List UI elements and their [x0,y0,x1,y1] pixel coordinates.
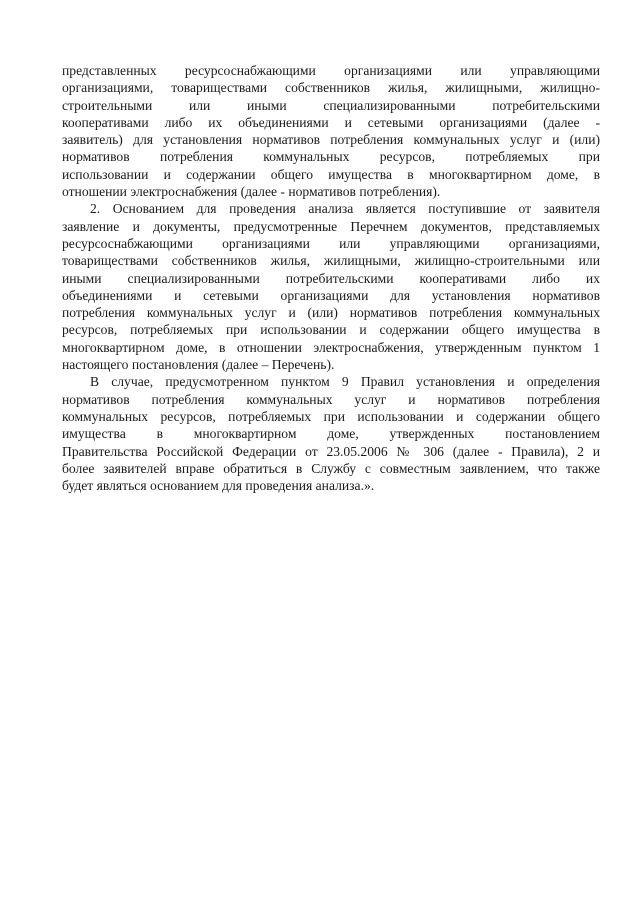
text-line: многоквартирном доме, в отношении электроснабжения, утвержденным пунктом 1 [62,339,600,355]
text-line: иными специализированными потребительскими кооперативами либо их [62,270,600,286]
text-line: будет являться основанием для проведения анализа.». [62,478,375,494]
text-line: строительными или иными специализированными потребительскими [62,97,600,113]
text-line: заявление и документы, предусмотренные Перечнем документов, представляемых [62,218,600,234]
text-line: ресурсов, потребляемых при использовании и содержании общего имущества в [62,322,600,338]
text-line: товариществами собственников жилья, жилищными, жилищно-строительными или [62,253,600,269]
text-line: объединениями и сетевыми организациями для установления нормативов [62,287,600,303]
text-line: настоящего постановления (далее – Перечень). [62,357,335,373]
paragraph-joint-application [62,373,600,494]
text-line: представленных ресурсоснабжающими организациями или управляющими [62,63,600,78]
paragraph-item-2 [62,200,600,373]
text-line: нормативов потребления коммунальных ресурсов, потребляемых при [62,149,600,165]
text-line: В случае, предусмотренном пунктом 9 Правил установления и определения [90,374,600,390]
text-line: заявитель) для установления нормативов потребления коммунальных услуг и (или) [62,132,600,148]
text-line: организациями, товариществами собственников жилья, жилищными, жилищно- [62,80,600,96]
text-line: ресурсоснабжающими организациями или управляющими организациями, [62,235,600,251]
text-line: коммунальных ресурсов, потребляемых при использовании и содержании общего [62,408,600,424]
text-line: нормативов потребления коммунальных услуг и нормативов потребления [62,391,600,407]
text-line: отношении электроснабжения (далее - нормативов потребления). [62,184,441,200]
text-line: 2. Основанием для проведения анализа является поступившие от заявителя [90,201,600,217]
text-line: использовании и содержании общего имущества в многоквартирном доме, в [62,166,600,182]
text-line: имущества в многоквартирном доме, утвержденных постановлением [62,426,600,442]
document-body [62,62,600,494]
text-line: потребления коммунальных услуг и (или) нормативов потребления коммунальных [62,305,600,321]
paragraph-continuation [62,62,600,200]
text-line: Правительства Российской Федерации от 23.05.2006 № 306 (далее - Правила), 2 и [62,443,600,459]
text-line: более заявителей вправе обратиться в Службу с совместным заявлением, что также [62,460,600,476]
text-line: кооперативами либо их объединениями и сетевыми организациями (далее - [62,114,600,130]
